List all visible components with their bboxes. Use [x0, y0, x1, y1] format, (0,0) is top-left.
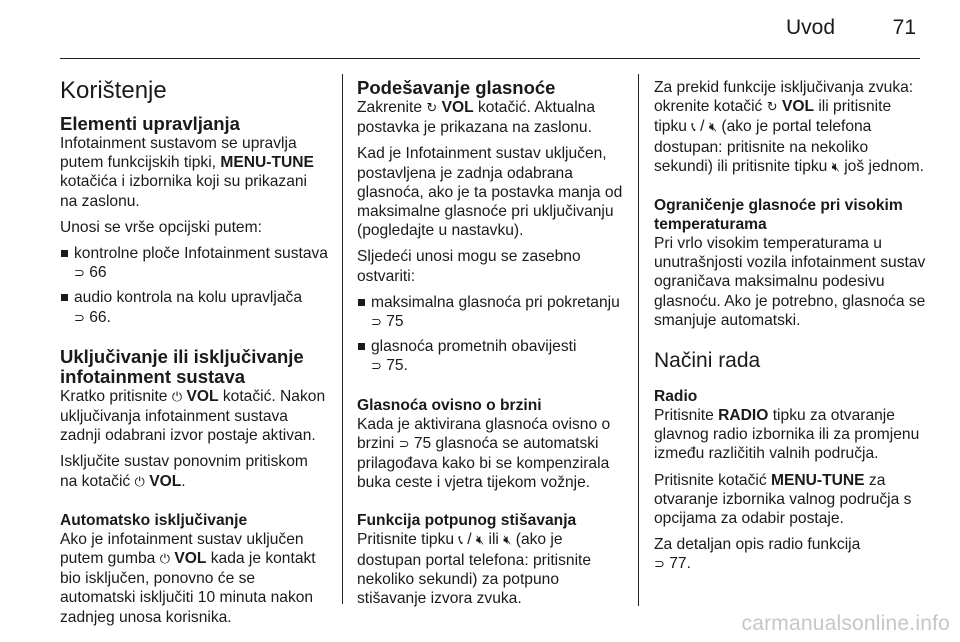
paragraph: Isključite sustav ponovnim pritiskom na kotačić ⏻ VOL. [60, 453, 308, 490]
key-label: VOL [781, 98, 814, 116]
reference-arrow-icon: ⊃ [371, 359, 382, 375]
reference-arrow-icon: ⊃ [398, 436, 410, 452]
phone-icon: 📞︎ [691, 120, 696, 136]
key-label: VOL [186, 387, 219, 405]
mute-icon: 🔇︎ [503, 533, 512, 549]
key-label: MENU-TUNE [220, 154, 314, 172]
page-header [60, 0, 920, 59]
list-item: maksimalna glasnoća pri pokretanju ⊃ 75 [357, 293, 625, 332]
column-3 [654, 78, 926, 582]
paragraph: Pri vrlo visokim temperaturama u unutrašnjosti vozila infotainment sustav ograničava maksimalnu podesivu glasnoću. Ako je potrebno, glasnoća se smanjuje automatski. [654, 235, 926, 329]
paragraph: Zakrenite ↻ VOL kotačić. Aktualna postavka je prikazana na zaslonu. [357, 99, 596, 137]
list-item: kontrolne ploče Infotainment sustava ⊃ 66 [60, 244, 328, 283]
reference-arrow-icon: ⊃ [371, 315, 382, 331]
column-divider-2 [638, 74, 639, 606]
paragraph: Kad je Infotainment sustav uključen, postavljena je zadnja odabrana glasnoća, ako je ta postavka manja od maksimalne glasnoće pri uključivanju (pogledajte u nastavku). [357, 145, 623, 240]
paragraph: Za detaljan opis radio funkcija ⊃ 77. [654, 536, 861, 573]
subsection-heading: Uključivanje ili isključivanje infotainment sustava [60, 345, 304, 387]
paragraph: Infotainment sustavom se upravlja putem funkcijskih tipki, MENU-TUNE kotačića i izbornika koji su prikazani na zaslonu. [60, 135, 314, 210]
minor-heading: Automatsko isključivanje [60, 511, 248, 529]
reference-arrow-icon: ⊃ [74, 266, 85, 282]
column-1 [60, 78, 328, 634]
paragraph: Pritisnite RADIO tipku za otvaranje glavnog radio izbornika ili za promjenu između različitih valnih područja. [654, 407, 920, 463]
power-icon: ⏻ [171, 389, 183, 405]
list-item: audio kontrola na kolu upravljača ⊃ 66. [60, 288, 328, 327]
minor-heading: Funkcija potpunog stišavanja [357, 512, 577, 530]
column-2 [357, 78, 625, 615]
paragraph: Za prekid funkcije isključivanja zvuka: okrenite kotačić ↻ VOL ili pritisnite tipku 📞︎ / 🔇︎ (ako je portal telefona dostupan: pritisnite na nekoliko sekundi) ili pritisnite tipku 🔇︎ još jednom. [654, 79, 924, 175]
minor-heading: Glasnoća ovisno o brzini [357, 396, 542, 414]
page-title: Uvod [785, 16, 835, 39]
key-label: VOL [174, 550, 207, 568]
mute-icon: 🔇︎ [475, 533, 485, 549]
mute-icon: 🔇︎ [708, 120, 718, 136]
paragraph: Ako je infotainment sustav uključen putem gumba ⏻ VOL kada je kontakt bio isključen, ponovno će se automatski isključiti 10 minuta nakon zadnjeg unosa korisnika. [60, 530, 316, 626]
bullet-list [60, 244, 328, 328]
paragraph: Unosi se vrše opcijski putem: [60, 218, 262, 236]
page-number: 71 [892, 16, 916, 39]
paragraph: Sljedeći unosi mogu se zasebno ostvariti: [357, 248, 581, 285]
column-divider-1 [342, 74, 343, 604]
reference-arrow-icon: ⊃ [74, 310, 85, 326]
watermark: carmanualsonline.info [741, 612, 950, 635]
minor-heading: Radio [654, 388, 698, 406]
subsection-heading: Načini rada [654, 349, 761, 373]
reference-arrow-icon: ⊃ [654, 557, 665, 573]
subsection-heading: Elementi upravljanja [60, 113, 240, 134]
subsection-heading: Podešavanje glasnoće [357, 77, 556, 98]
paragraph: Kada je aktivirana glasnoća ovisno o brzini ⊃ 75 glasnoća se automatski prilagođava kako bi se kompenzirala buka ceste i vjetra tijekom vožnje. [357, 415, 611, 492]
list-item: glasnoća prometnih obavijesti ⊃ 75. [357, 337, 625, 376]
key-label: VOL [441, 99, 474, 116]
mute-icon: 🔇︎ [831, 159, 840, 175]
key-label: RADIO [718, 407, 769, 425]
paragraph: Pritisnite kotačić MENU-TUNE za otvaranje izbornika valnog područja s opcijama za odabir postaje. [654, 471, 912, 528]
paragraph: Kratko pritisnite ⏻ VOL kotačić. Nakon uključivanja infotainment sustava zadnji odabrani izvor postaje aktivan. [60, 387, 326, 445]
minor-heading: Ograničenje glasnoće pri visokim temperaturama [654, 197, 903, 234]
rotate-icon: ↻ [766, 100, 778, 116]
key-label: MENU-TUNE [771, 471, 865, 489]
power-icon: ⏻ [159, 552, 170, 568]
power-icon: ⏻ [134, 474, 145, 490]
phone-icon: 📞︎ [458, 533, 463, 549]
paragraph: Pritisnite tipku 📞︎ / 🔇︎ ili 🔇︎ (ako je dostupan portal telefona: pritisnite nekoliko sekundi) za potpuno stišavanje izvora zvuka. [357, 531, 592, 608]
rotate-icon: ↻ [426, 101, 438, 116]
bullet-list [357, 293, 625, 377]
section-heading: Korištenje [60, 77, 167, 104]
key-label: VOL [149, 472, 182, 490]
